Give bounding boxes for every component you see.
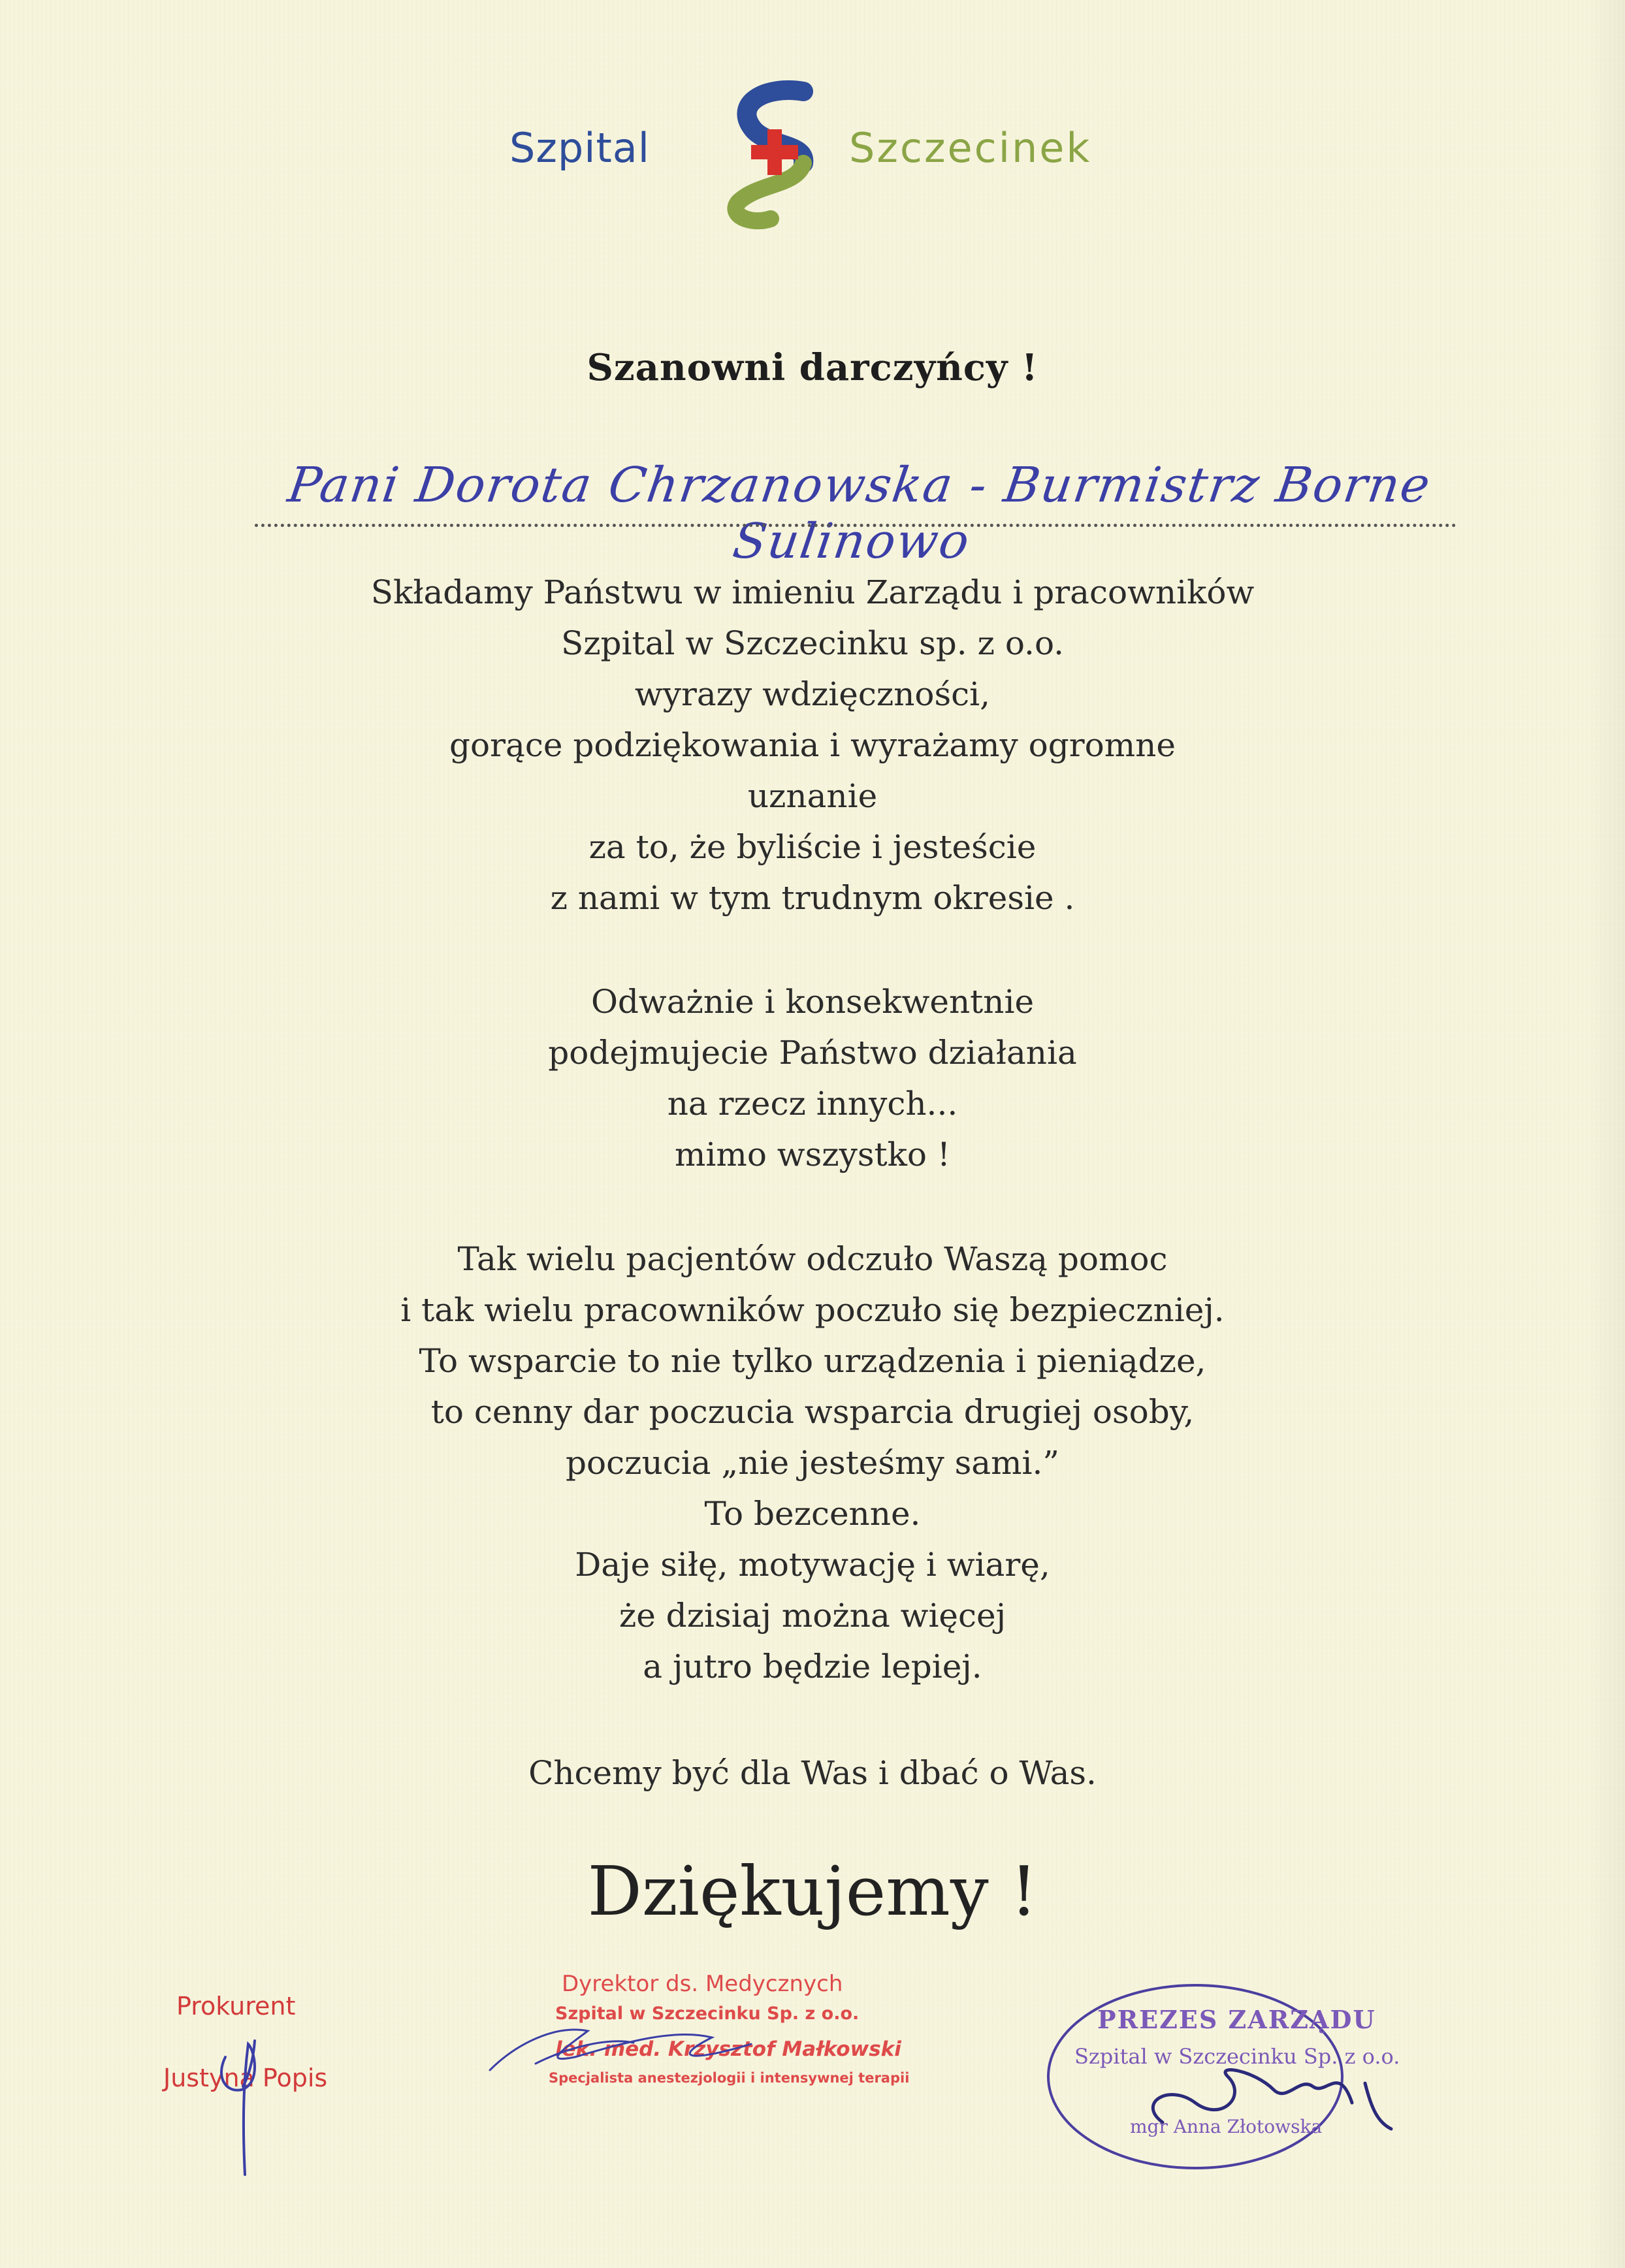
text-line: poczucia „nie jesteśmy sami.” <box>566 1444 1059 1482</box>
dotted-underline <box>255 524 1456 527</box>
logo-word-szpital: Szpital <box>509 124 651 172</box>
handwritten-signature-icon <box>477 1966 934 2122</box>
text-line: za to, że byliście i jesteście <box>588 828 1037 866</box>
paragraph-courage <box>0 976 1625 1180</box>
recipient-name: Pani Dorota Chrzanowska - Burmistrz Borne Sulinowo <box>284 457 1435 569</box>
signature-medical-director <box>477 1966 934 2122</box>
salutation-heading: Szanowni darczyńcy ! <box>587 346 1038 389</box>
paragraph-support <box>0 1234 1625 1692</box>
closing-thanks: Dziękujemy ! <box>587 1851 1038 1931</box>
signature-role: Prokurent <box>176 1992 296 2020</box>
text-line: na rzecz innych... <box>667 1085 958 1123</box>
text-line: a jutro będzie lepiej. <box>643 1648 982 1685</box>
text-line: gorące podziękowania i wyrażamy ogromne <box>449 726 1176 764</box>
stamp-company: Szpital w Szczecinku Sp. z o.o. <box>1074 2044 1400 2069</box>
paragraph-gratitude <box>0 567 1625 923</box>
signature-president <box>1038 1972 1496 2188</box>
text-line: podejmujecie Państwo działania <box>548 1034 1077 1072</box>
text-line: i tak wielu pracowników poczuło się bezpieczniej. <box>400 1291 1225 1329</box>
logo-serpent-cross-icon <box>692 78 849 235</box>
text-line: To wsparcie to nie tylko urządzenia i pieniądze, <box>419 1342 1206 1380</box>
text-line: że dzisiaj można więcej <box>619 1597 1006 1635</box>
stamp-line-title: Dyrektor ds. Medycznych <box>562 1971 843 1997</box>
text-line: uznanie <box>747 777 878 815</box>
stamp-name: mgr Anna Złotowska <box>1130 2116 1323 2137</box>
handwritten-recipient <box>216 451 1496 569</box>
text-line: Chcemy być dla Was i dbać o Was. <box>528 1754 1097 1792</box>
stamp-title: PREZES ZARZĄDU <box>1097 2005 1376 2034</box>
text-line: Odważnie i konsekwentnie <box>590 983 1035 1021</box>
hospital-logo <box>496 78 1176 235</box>
handwritten-signature-icon <box>163 1979 379 2188</box>
text-line: Składamy Państwu w imieniu Zarządu i pracowników <box>370 573 1255 611</box>
stamp-line-name: lek. med. Krzysztof Małkowski <box>555 2037 901 2061</box>
text-line: Daje siłę, motywację i wiarę, <box>575 1546 1050 1584</box>
text-line: Szpital w Szczecinku sp. z o.o. <box>560 624 1065 662</box>
text-line: wyrazy wdzięczności, <box>634 675 991 713</box>
stamp-line-company: Szpital w Szczecinku Sp. z o.o. <box>555 2004 860 2024</box>
text-line: z nami w tym trudnym okresie . <box>550 879 1075 917</box>
logo-word-szczecinek: Szczecinek <box>849 124 1092 172</box>
signature-name: Justyna Popis <box>163 2064 328 2092</box>
text-line: Tak wielu pacjentów odczuło Waszą pomoc <box>457 1240 1168 1278</box>
text-line: mimo wszystko ! <box>675 1136 950 1174</box>
text-line: to cenny dar poczucia wsparcia drugiej osoby, <box>430 1393 1195 1431</box>
signature-prokurent <box>163 1979 379 2188</box>
text-line: To bezcenne. <box>704 1495 921 1533</box>
stamp-line-specialty: Specjalista anestezjologii i intensywnej terapii <box>549 2070 910 2086</box>
paragraph-commitment <box>0 1748 1625 1798</box>
